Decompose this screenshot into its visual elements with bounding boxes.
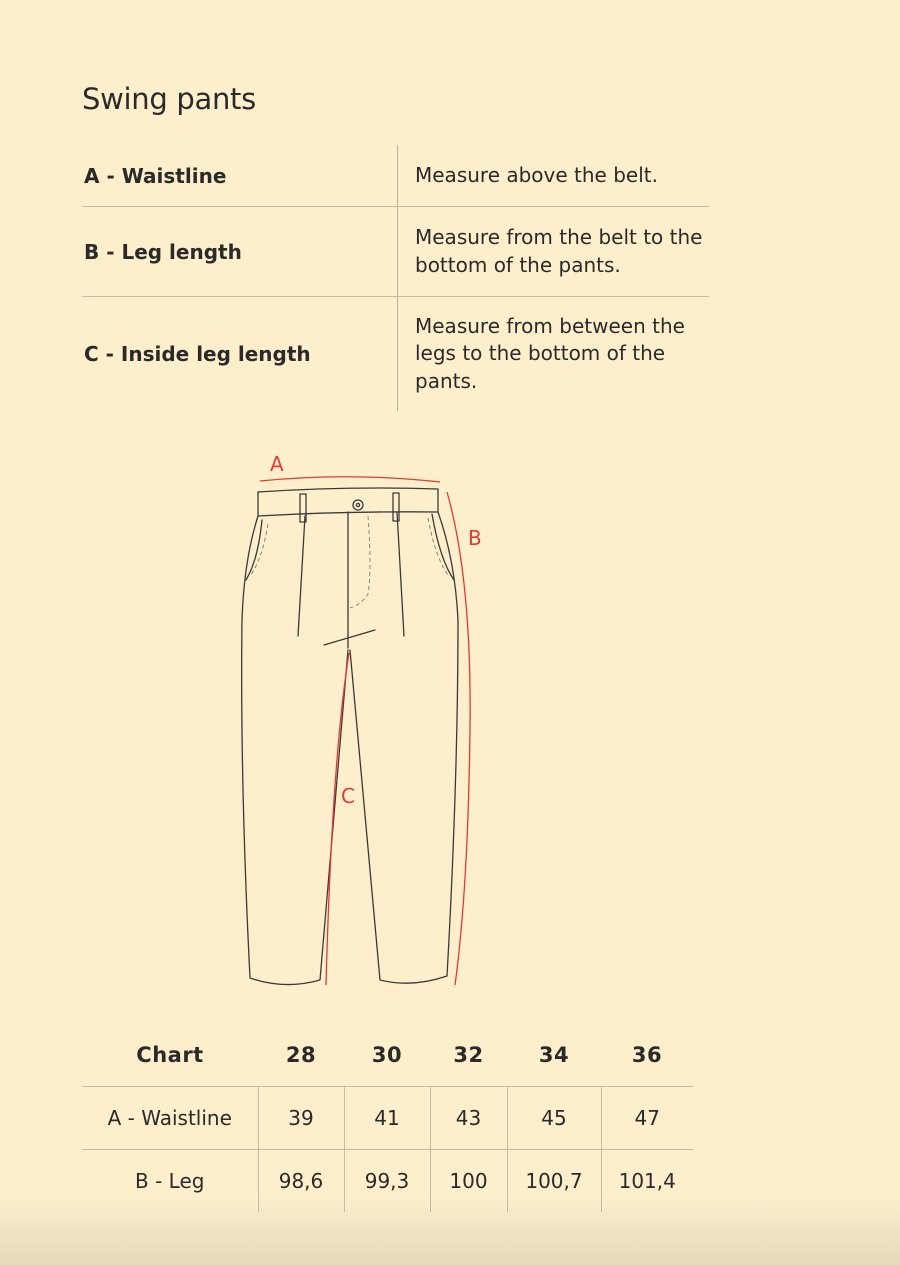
measure-label-a: A	[270, 452, 284, 476]
size-header: 32	[430, 1024, 507, 1087]
row-label: A - Waistline	[82, 1087, 258, 1150]
measurement-row-inside-leg	[82, 297, 709, 412]
measurement-description: Measure from the belt to the bottom of the pants.	[398, 207, 710, 297]
size-value: 45	[507, 1087, 601, 1150]
size-value: 98,6	[258, 1150, 344, 1213]
size-value: 100	[430, 1150, 507, 1213]
measurement-description: Measure above the belt.	[398, 145, 710, 207]
measurement-label: A - Waistline	[82, 145, 398, 207]
stitching	[250, 516, 449, 608]
pants-diagram	[0, 440, 900, 1000]
size-chart-row-leg	[82, 1150, 693, 1213]
measure-label-c: C	[341, 784, 355, 808]
size-value: 39	[258, 1087, 344, 1150]
size-chart-table	[82, 1024, 693, 1212]
size-header: 30	[344, 1024, 430, 1087]
size-header: 36	[601, 1024, 693, 1087]
size-header: 28	[258, 1024, 344, 1087]
size-value: 99,3	[344, 1150, 430, 1213]
measurement-description: Measure from between the legs to the bottom of the pants.	[398, 297, 710, 412]
measurement-label: C - Inside leg length	[84, 342, 311, 366]
measure-label-b: B	[468, 526, 482, 550]
size-value: 100,7	[507, 1150, 601, 1213]
size-value: 47	[601, 1087, 693, 1150]
size-value: 43	[430, 1087, 507, 1150]
size-header: 34	[507, 1024, 601, 1087]
measurement-lines	[260, 477, 470, 985]
measurement-row-waistline	[82, 145, 709, 207]
size-chart-row-waistline	[82, 1087, 693, 1150]
measurement-guide-table	[82, 145, 709, 411]
chart-header: Chart	[82, 1024, 258, 1087]
pants-outline	[242, 488, 458, 985]
size-value: 41	[344, 1087, 430, 1150]
inside-leg-measure-line	[326, 653, 349, 985]
size-chart-header-row	[82, 1024, 693, 1087]
page-title: Swing pants	[82, 82, 256, 116]
measurement-row-leg-length	[82, 207, 709, 297]
waistline-measure-line	[260, 477, 440, 482]
size-value: 101,4	[601, 1150, 693, 1213]
row-label: B - Leg	[135, 1169, 205, 1193]
measurement-label: B - Leg length	[82, 207, 398, 297]
